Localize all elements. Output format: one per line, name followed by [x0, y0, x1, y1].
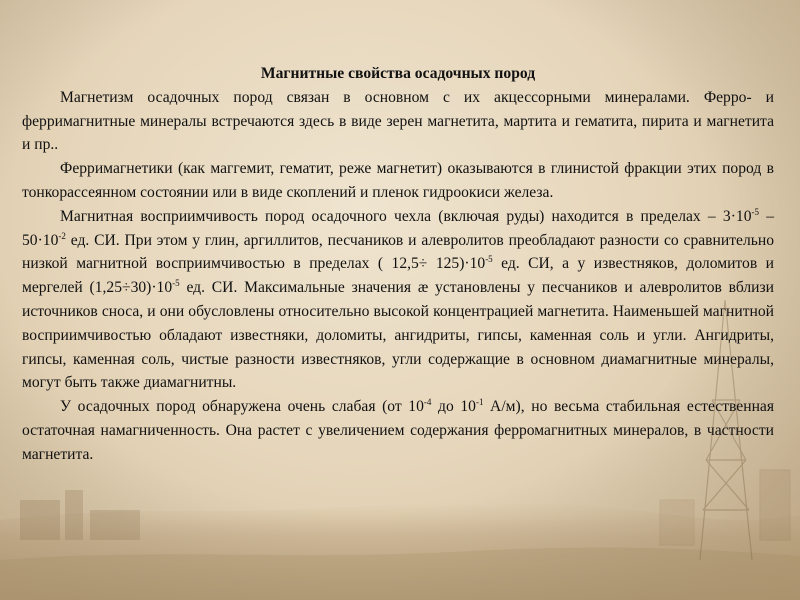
slide-title: Магнитные свойства осадочных пород	[260, 65, 536, 82]
paragraph-1: Магнетизм осадочных пород связан в основном с их акцессорными минералами. Ферро- и ферримагнитные минералы встречаются здесь в виде зерен магнетита, мартита и гематита, пирита и магнетита и пр..	[22, 88, 774, 154]
exponent: -4	[423, 397, 432, 408]
paragraph-4-text-1: У осадочных пород обнаружена очень слабая (от 10	[60, 398, 424, 416]
exponent: -2	[58, 230, 66, 241]
exponent: -5	[485, 254, 493, 265]
exponent: -1	[475, 397, 484, 408]
exponent: -5	[172, 278, 180, 289]
paragraph-3-text-3: ед. СИ. При этом у глин, аргиллитов, песчаников и алевролитов преобладают разности со сравнительно низкой магнитной восприимчивостью в пределах ( 12,5÷ 125)·10	[22, 231, 774, 273]
paragraph-4-text-3: А/м), но весьма стабильная естественная остаточная намагниченность. Она растет с увеличением содержания ферромагнитных минералов, в частности магнетита.	[22, 398, 775, 463]
paragraph-2: Ферримагнетики (как маггемит, гематит, реже магнетит) оказываются в глинистой фракции этих пород в тонкорассеянном состоянии или в виде скоплений и пленок гидроокиси железа.	[22, 160, 774, 201]
paragraph-3-text-2: – 50·10	[22, 207, 774, 249]
exponent: -5	[751, 206, 759, 217]
paragraph-3	[22, 205, 774, 395]
paragraph-3-text-1: Магнитная восприимчивость пород осадочного чехла (включая руды) находится в пределах – 3·10	[60, 207, 752, 225]
paragraph-3-text-4: ед. СИ, а у известняков, доломитов и мергелей (1,25÷30)·10	[22, 255, 774, 297]
paragraph-4	[22, 395, 774, 466]
content-text-block	[22, 62, 774, 467]
paragraph-4-text-2: до 10	[431, 398, 476, 416]
paragraph-3-text-5: ед. СИ. Максимальные значения æ установлены у песчаников и алевролитов вблизи источников сноса, и они обусловлены относительно высокой концентрацией магнетита. Наименьшей магнитной восприимчивостью обладают известняки, доломиты, ангидриты, гипсы, каменная соль и угли. Ангидриты, гипсы, каменная соль, чистые разности известняков, угли содержащие в основном диамагнитные минералы, могут быть также диамагнитны.	[22, 279, 774, 392]
